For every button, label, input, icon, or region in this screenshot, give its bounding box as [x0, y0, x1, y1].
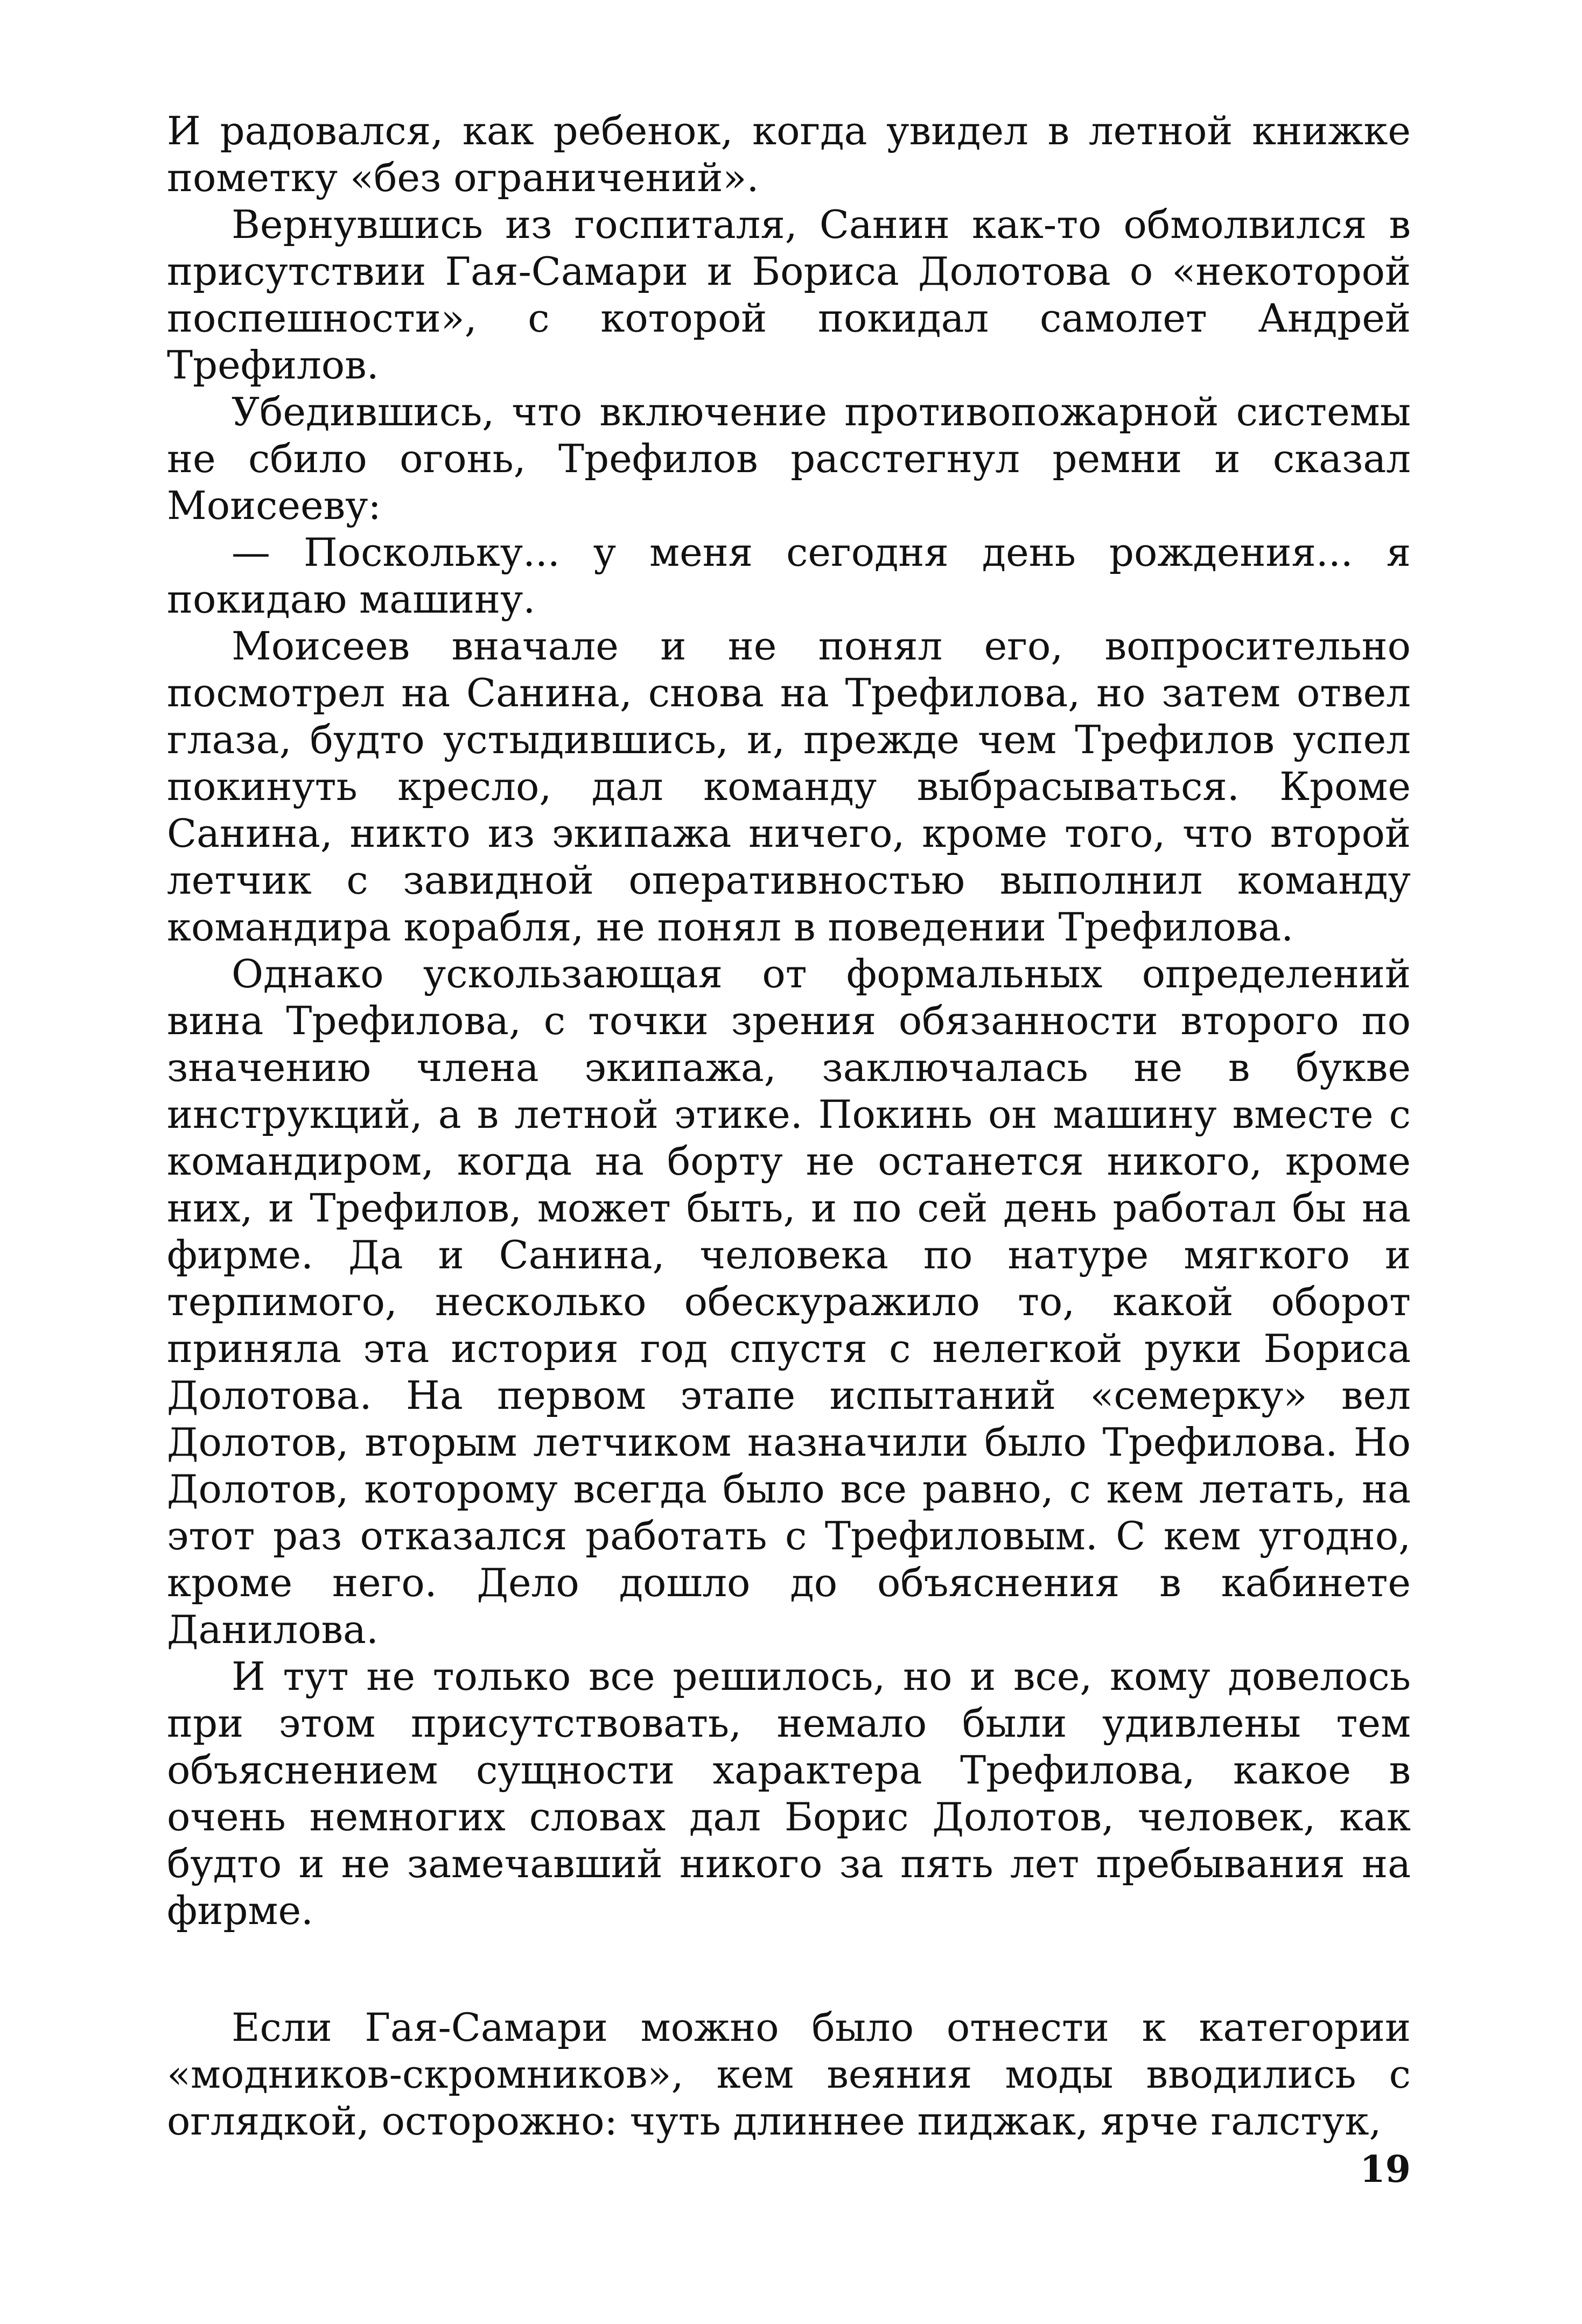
paragraph-7: И тут не только все решилось, но и все, кому довелось при этом присутствовать, немало были удивлены тем объяснением сущности характера Трефилова, какое в очень немногих словах дал Борис Долотов, человек, как будто и не замечавший никого за пять лет пребывания на фирме. [167, 1654, 1411, 1933]
page-number: 19 [1360, 2148, 1411, 2191]
paragraph-8: Если Гая-Самари можно было отнести к категории «модников-скромников», кем веяния моды вводились с оглядкой, осторожно: чуть длиннее пиджак, ярче галстук, [167, 2005, 1411, 2144]
section-break [167, 1934, 1411, 2004]
paragraph-5: Моисеев вначале и не понял его, вопросительно посмотрел на Санина, снова на Трефилова, но затем отвел глаза, будто устыдившись, и, прежде чем Трефилов успел покинуть кресло, дал команду выбрасываться. Кроме Санина, никто из экипажа ничего, кроме того, что второй летчик с завидной оперативностью выполнил команду командира корабля, не понял в поведении Трефилова. [167, 623, 1411, 950]
paragraph-3: Убедившись, что включение противопожарной системы не сбило огонь, Трефилов расстегнул ремни и сказал Моисееву: [167, 389, 1411, 528]
paragraph-4: — Поскольку... у меня сегодня день рождения... я покидаю машину. [167, 530, 1411, 622]
paragraph-1: И радовался, как ребенок, когда увидел в летной книжке пометку «без ограничений». [167, 108, 1411, 200]
paragraph-6: Однако ускользающая от формальных определений вина Трефилова, с точки зрения обязанности второго по значению члена экипажа, заключалась не в букве инструкций, а в летной этике. Покинь он машину вместе с командиром, когда на борту не останется никого, кроме них, и Трефилов, может быть, и по сей день работал бы на фирме. Да и Санина, человека по натуре мягкого и терпимого, несколько обескуражило то, какой оборот приняла эта история год спустя с нелегкой руки Бориса Долотова. На первом этапе испытаний «семерку» вел Долотов, вторым летчиком назначили было Трефилова. Но Долотов, которому всегда было все равно, с кем летать, на этот раз отказался работать с Трефиловым. С кем угодно, кроме него. Дело дошло до объяснения в кабинете Данилова. [167, 951, 1411, 1652]
paragraph-2: Вернувшись из госпиталя, Санин как-то обмолвился в присутствии Гая-Самари и Бориса Долотова о «некоторой поспешности», с которой покидал самолет Андрей Трефилов. [167, 202, 1411, 388]
body-text [167, 108, 1411, 2145]
